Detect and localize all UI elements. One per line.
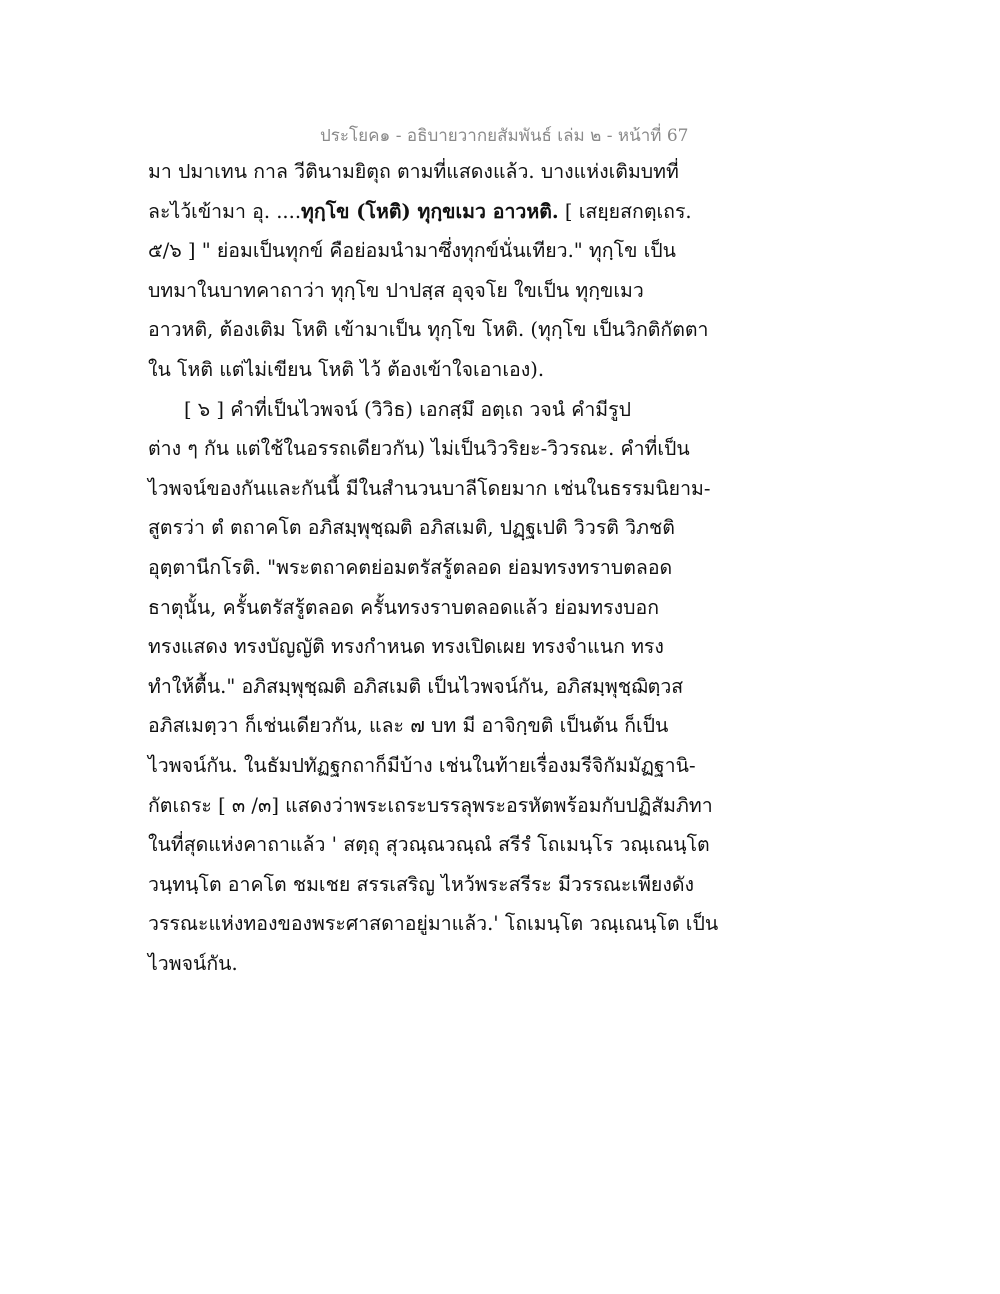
- text-line: [148, 469, 711, 509]
- text-run: ละไว้เข้ามา อุ. ....: [148, 199, 302, 223]
- text-run: ทรงแสดง ทรงบัญญัติ ทรงกำหนด ทรงเปิดเผย ทรงจำแนก ทรง: [148, 635, 664, 659]
- text-line: [148, 825, 708, 865]
- text-run: อุตฺตานีกโรติ. "พระตถาคตย่อมตรัสรู้ตลอด ย่อมทรงทราบตลอด: [148, 555, 673, 579]
- text-run: กัตเถระ [ ๓ /๓] แสดงว่าพระเถระบรรลุพระอรหัตพร้อมกับปฏิสัมภิทา: [148, 793, 713, 817]
- text-line: [148, 588, 708, 628]
- text-line: [148, 350, 708, 390]
- text-line: [148, 548, 708, 588]
- text-line: [148, 786, 713, 826]
- text-line: [148, 310, 708, 350]
- text-run: มา ปมาเทน กาล วีตินามยิตุถ ตามที่แสดงแล้ว. บางแห่งเติมบทที่: [148, 160, 679, 183]
- body-text: [148, 152, 719, 983]
- text-run: วนฺทนฺโต อาคโต ชมเชย สรรเสริญ ไหว้พระสรีระ มีวรรณะเพียงดัง: [148, 872, 695, 896]
- text-line: [148, 152, 708, 192]
- running-header: ประโยค๑ - อธิบายวากยสัมพันธ์ เล่ม ๒ - หน้าที่ 67: [320, 126, 689, 146]
- text-run: ทำให้ตื้น." อภิสมฺพุชฺฌติ อภิสเมติ เป็นไวพจน์กัน, อภิสมฺพุชฺฌิตฺวส: [148, 674, 684, 698]
- text-line: [148, 231, 708, 271]
- text-line: [148, 667, 708, 707]
- text-line: [148, 865, 708, 905]
- text-run: อภิสเมตฺวา ก็เช่นเดียวกัน, และ ๗ บท มี อาจิกฺขติ เป็นต้น ก็เป็น: [148, 714, 669, 738]
- text-run: ไวพจน์ของกันและกันนี้ มีในสำนวนบาลีโดยมาก เช่นในธรรมนิยาม-: [148, 476, 711, 500]
- text-run: ต่าง ๆ กัน แต่ใช้ในอรรถเดียวกัน) ไม่เป็นวิวริยะ-วิวรณะ. คำที่เป็น: [148, 437, 690, 461]
- text-run: ใน โหติ แต่ไม่เขียน โหติ ไว้ ต้องเข้าใจเอาเอง).: [148, 357, 545, 381]
- text-line: [148, 271, 708, 311]
- text-run: วรรณะแห่งทองของพระศาสดาอยู่มาแล้ว.' โถเมนฺโต วณฺเณนฺโต เป็น: [148, 912, 719, 936]
- text-run: [ ๖ ] คำที่เป็นไวพจน์ (วิวิธ) เอกสฺมึ อตฺเถ วจนํ คำมีรูป: [184, 397, 631, 421]
- text-line: [148, 429, 708, 469]
- text-run: ๕/๖ ] " ย่อมเป็นทุกข์ คือย่อมนำมาซึ่งทุกข์นั่นเทียว." ทุกฺโข เป็น: [148, 239, 676, 263]
- text-run: บทมาในบาทคาถาว่า ทุกฺโข ปาปสฺส อุจฺจโย ใขเป็น ทุกฺขเมว: [148, 278, 644, 302]
- text-run: สูตรว่า ตํ ตถาคโต อภิสมฺพุชฺฌติ อภิสเมติ, ปฏฺฐเปติ วิวรติ วิภชติ: [148, 516, 675, 540]
- text-run: ไวพจน์กัน.: [148, 951, 238, 975]
- text-line: [148, 508, 708, 548]
- text-line: [148, 944, 708, 984]
- text-line: [148, 627, 708, 667]
- text-run: ธาตุนั้น, ครั้นตรัสรู้ตลอด ครั้นทรงราบตลอดแล้ว ย่อมทรงบอก: [148, 595, 660, 619]
- text-line: [148, 746, 708, 786]
- text-line: [148, 192, 708, 232]
- text-run: อาวหติ, ต้องเติม โหติ เข้ามาเป็น ทุกฺโข โหติ. (ทุกฺโข เป็นวิกติกัตตา: [148, 318, 709, 342]
- text-line: [148, 390, 708, 430]
- text-run: ในที่สุดแห่งคาถาแล้ว ' สตฺถุ สุวณฺณวณฺณํ สรีรํ โถเมนฺโร วณฺเณนฺโต: [148, 833, 710, 857]
- bold-text-run: ทุกฺโข (โหติ) ทุกฺขเมว อาวหติ.: [301, 199, 559, 223]
- text-run: ไวพจน์กัน. ในธัมปทัฏฐกถาก็มีบ้าง เช่นในท้ายเรื่องมรีจิกัมมัฏฐานิ-: [148, 753, 696, 777]
- text-line: [148, 904, 719, 944]
- text-run: [ เสยฺยสกตฺเถร.: [558, 199, 692, 223]
- text-line: [148, 706, 708, 746]
